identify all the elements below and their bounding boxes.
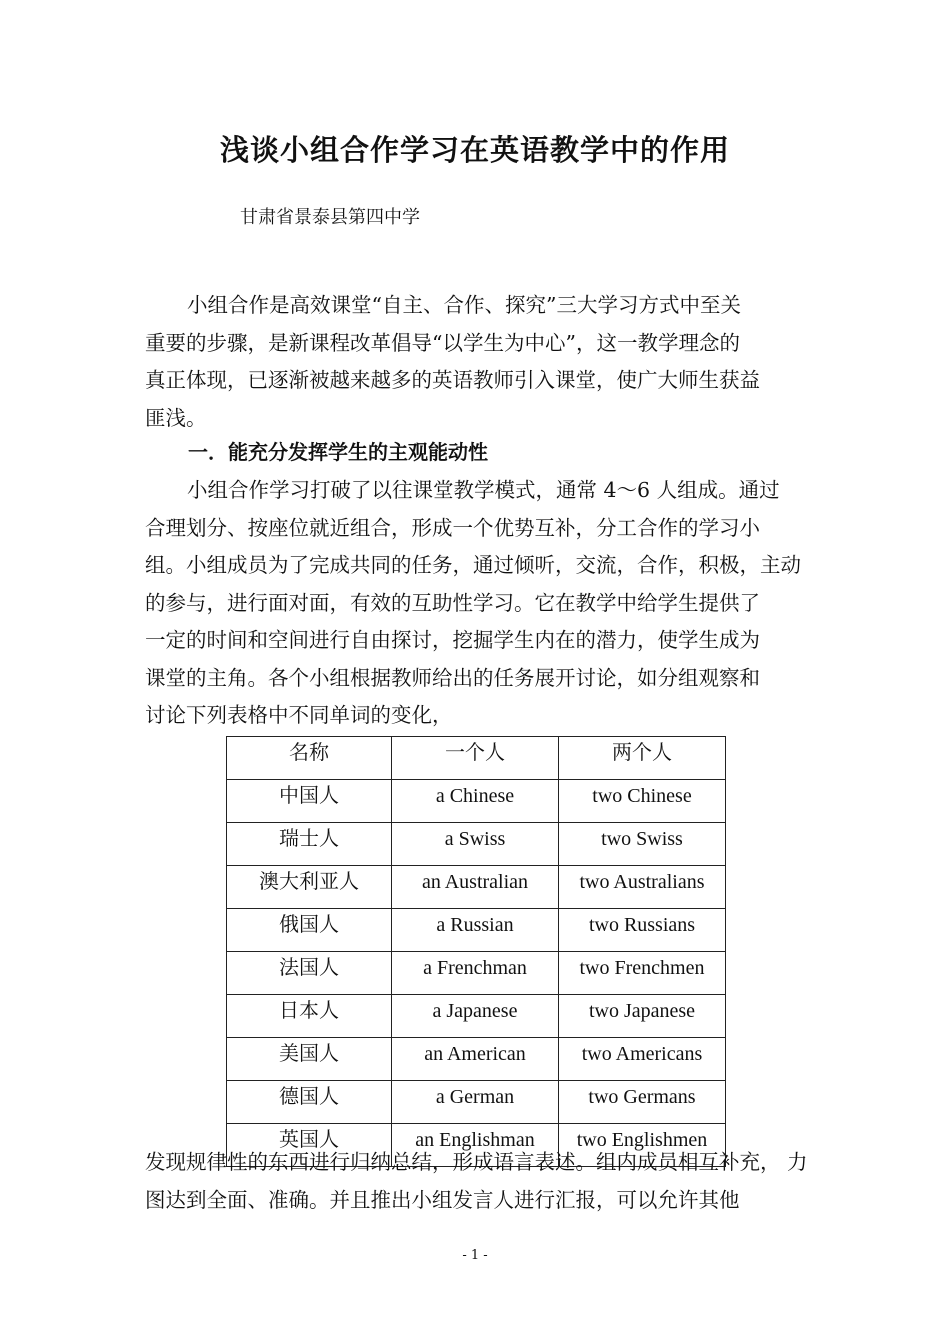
table-cell: 瑞士人 xyxy=(227,823,392,866)
table-cell: an Australian xyxy=(392,866,559,909)
table-cell: 法国人 xyxy=(227,952,392,995)
intro-line: 重要的步骤，是新课程改革倡导“以学生为中心”，这一教学理念的 xyxy=(145,330,740,355)
after-table-line: 发现规律性的东西进行归纳总结，形成语言表述。组内成员相互补充， xyxy=(145,1150,781,1174)
page-number: - 1 - xyxy=(462,1248,488,1263)
intro-line: 真正体现，已逐渐被越来越多的英语教师引入课堂，使广大师生获益 xyxy=(145,368,760,392)
table-cell: a Swiss xyxy=(392,823,559,866)
table-cell: two Americans xyxy=(559,1038,726,1081)
table-row xyxy=(227,952,726,995)
table-row xyxy=(227,909,726,952)
table-cell: 澳大利亚人 xyxy=(227,866,392,909)
section1-line: 合理划分、按座位就近组合，形成一个优势互补，分工合作的学习小 xyxy=(145,515,760,540)
table-header-cell: 两个人 xyxy=(559,737,726,780)
table-cell: 英国人 xyxy=(227,1124,392,1167)
table-cell: 中国人 xyxy=(227,780,392,823)
table-cell: two Englishmen xyxy=(559,1124,726,1167)
document-title: 浅谈小组合作学习在英语教学中的作用 xyxy=(219,133,730,167)
table-cell: two Frenchmen xyxy=(559,952,726,995)
table-cell: two Germans xyxy=(559,1081,726,1124)
nationality-table xyxy=(226,736,726,1167)
intro-line: 小组合作是高效课堂“自主、合作、探究”三大学习方式中至关 xyxy=(187,293,741,317)
after-table-paragraph xyxy=(145,1144,810,1219)
section1-line: 组。小组成员为了完成共同的任务，通过倾听，交流，合作，积极，主动 xyxy=(145,553,801,577)
section1-line: 讨论下列表格中不同单词的变化， xyxy=(145,703,453,727)
table-cell: two Australians xyxy=(559,866,726,909)
table-row xyxy=(227,1038,726,1081)
table-cell: an American xyxy=(392,1038,559,1081)
table-row xyxy=(227,1081,726,1124)
table-cell: 美国人 xyxy=(227,1038,392,1081)
table-cell: an Englishman xyxy=(392,1124,559,1167)
school-name: 甘肃省景泰县第四中学 xyxy=(240,207,420,228)
table-cell: two Russians xyxy=(559,909,726,952)
table-header-cell: 名称 xyxy=(227,737,392,780)
table-cell: 俄国人 xyxy=(227,909,392,952)
table-row xyxy=(227,866,726,909)
table-cell: 德国人 xyxy=(227,1081,392,1124)
table-row xyxy=(227,823,726,866)
table-cell: a Chinese xyxy=(392,780,559,823)
table-header-row xyxy=(227,737,726,780)
section1-line: 小组合作学习打破了以往课堂教学模式，通常 4～6 人组成。通过 xyxy=(187,478,780,502)
table-cell: two Swiss xyxy=(559,823,726,866)
table-cell: a German xyxy=(392,1081,559,1124)
table-cell: a Frenchman xyxy=(392,952,559,995)
table-cell: two Japanese xyxy=(559,995,726,1038)
section1-line: 课堂的主角。各个小组根据教师给出的任务展开讨论，如分组观察和 xyxy=(145,665,760,690)
table-cell: 日本人 xyxy=(227,995,392,1038)
section1-paragraph xyxy=(145,472,810,735)
section1-line: 一定的时间和空间进行自由探讨，挖掘学生内在的潜力，使学生成为 xyxy=(145,628,760,652)
section-heading: 一．能充分发挥学生的主观能动性 xyxy=(188,440,488,464)
intro-paragraph xyxy=(145,287,810,437)
table-cell: a Russian xyxy=(392,909,559,952)
intro-line: 匪浅。 xyxy=(145,405,207,430)
table-cell: a Japanese xyxy=(392,995,559,1038)
after-table-line: 力图达到全面、准确。并且推出小组发言人进行汇报，可以允许其他 xyxy=(145,1150,808,1212)
section1-line: 的参与，进行面对面，有效的互助性学习。它在教学中给学生提供了 xyxy=(145,590,760,615)
table-header-cell: 一个人 xyxy=(392,737,559,780)
table-cell: two Chinese xyxy=(559,780,726,823)
table-row xyxy=(227,995,726,1038)
table-row xyxy=(227,780,726,823)
